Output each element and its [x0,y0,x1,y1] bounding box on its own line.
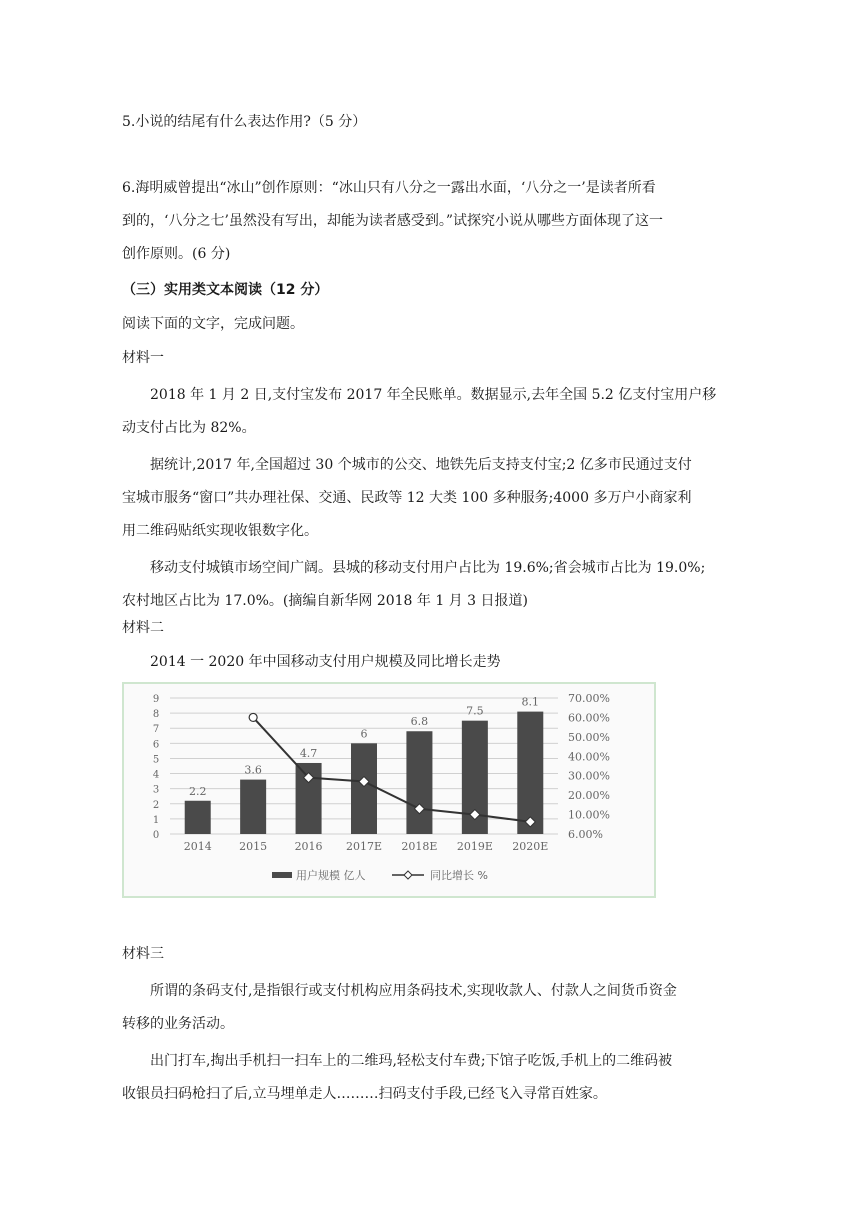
material-1-paragraph-2-line-2: 宝城市服务“窗口”共办理社保、交通、民政等 12 大类 100 多种服务;4000 多万户小商家利 [122,490,692,506]
growth-chart [124,684,654,896]
material-1-paragraph-2-line-3: 用二维码贴纸实现收银数字化。 [122,523,318,539]
growth-line [253,717,530,821]
question-6-line-2: 到的，‘八分之七’虽然没有写出，却能为读者感受到。”试探究小说从哪些方面体现了这一 [122,213,664,229]
y-right-tick-label: 50.00% [568,730,610,744]
question-6-line-3: 创作原则。(6 分) [122,246,231,262]
legend-line-label: 同比增长 % [430,869,488,882]
bar-value-label: 7.5 [466,704,484,718]
y-left-tick-label: 3 [152,784,160,796]
x-tick-label: 2014 [183,840,212,853]
y-right-tick-label: 60.00% [568,711,610,725]
material-3-paragraph-2-line-2: 收银员扫码枪扫了后,立马埋单走人………扫码支付手段,已经飞入寻常百姓家。 [122,1086,607,1102]
x-tick-label: 2018E [401,840,438,853]
y-left-tick-label: 1 [152,814,160,826]
legend-bar-swatch [272,872,292,878]
y-right-tick-label: 20.00% [568,789,610,803]
question-5: 5.小说的结尾有什么表达作用?（5 分） [122,114,367,130]
x-tick-label: 2016 [294,840,323,853]
y-left-tick-label: 2 [152,799,160,811]
x-tick-label: 2015 [239,840,268,853]
x-tick-label: 2020E [512,840,549,853]
section-heading: （三）实用类文本阅读（12 分） [122,282,329,298]
material-2-label: 材料二 [122,620,164,636]
y-right-tick-label: 40.00% [568,750,610,764]
legend-bar-label: 用户规模 亿人 [296,869,366,882]
bar [517,712,543,834]
section-instruction: 阅读下面的文字，完成问题。 [122,316,304,332]
material-1 [122,342,742,618]
material-1-paragraph-3-line-2: 农村地区占比为 17.0%。(摘编自新华网 2018 年 1 月 3 日报道) [122,593,528,609]
y-right-tick-label: 10.00% [568,808,610,822]
y-right-tick-label: 6.00% [568,828,603,841]
bar-value-label: 2.2 [188,784,207,798]
material-1-paragraph-1-line-1: 2018 年 1 月 2 日,支付宝发布 2017 年全民账单。数据显示,去年全国 5.2 亿支付宝用户移 [150,387,717,403]
material-1-paragraph-2-line-1: 据统计,2017 年,全国超过 30 个城市的公交、地铁先后支持支付宝;2 亿多市民通过支付 [150,457,692,473]
y-left-tick-label: 6 [152,739,160,751]
y-left-tick-label: 0 [152,830,160,841]
bar-value-label: 3.6 [244,763,262,777]
question-6-line-1: 6.海明威曾提出“冰山”创作原则：“冰山只有八分之一露出水面，‘八分之一’是读者所看 [122,180,656,196]
bar [240,780,266,834]
y-left-tick-label: 8 [152,709,160,721]
material-3-paragraph-2-line-1: 出门打车,掏出手机扫一扫车上的二维玛,轻松支付车费;下馆子吃饭,手机上的二维码被 [150,1053,673,1069]
legend-line-marker [404,871,412,879]
y-left-tick-label: 9 [152,694,160,705]
y-right-tick-label: 70.00% [568,692,610,705]
bar [406,731,432,834]
material-3-label: 材料三 [122,946,164,962]
y-left-tick-label: 5 [152,754,160,766]
bar [351,743,377,834]
y-left-tick-label: 4 [152,769,160,781]
material-3-paragraph-1-line-2: 转移的业务活动。 [122,1016,234,1032]
y-left-tick-label: 7 [152,724,160,736]
material-3-paragraph-1-line-1: 所谓的条码支付,是指银行或支付机构应用条码技术,实现收款人、付款人之间货币资金 [150,983,677,999]
growth-point [249,713,257,721]
chart-caption: 2014 一 2020 年中国移动支付用户规模及同比增长走势 [150,654,501,670]
x-tick-label: 2019E [456,840,493,853]
bar-value-label: 6 [360,727,368,741]
material-1-label: 材料一 [122,350,164,366]
chart-frame [122,682,656,898]
bar-value-label: 6.8 [410,715,429,729]
y-right-tick-label: 30.00% [568,769,610,783]
material-3 [122,938,742,1111]
material-1-paragraph-3-line-1: 移动支付城镇市场空间广阔。县城的移动支付用户占比为 19.6%;省会城市占比为 19.0%; [150,560,706,576]
bar [185,801,211,834]
bar-value-label: 4.7 [299,746,318,760]
bar-value-label: 8.1 [521,695,540,709]
x-tick-label: 2017E [345,840,383,853]
material-1-paragraph-1-line-2: 动支付占比为 82%。 [122,420,256,436]
question-6 [122,172,742,271]
